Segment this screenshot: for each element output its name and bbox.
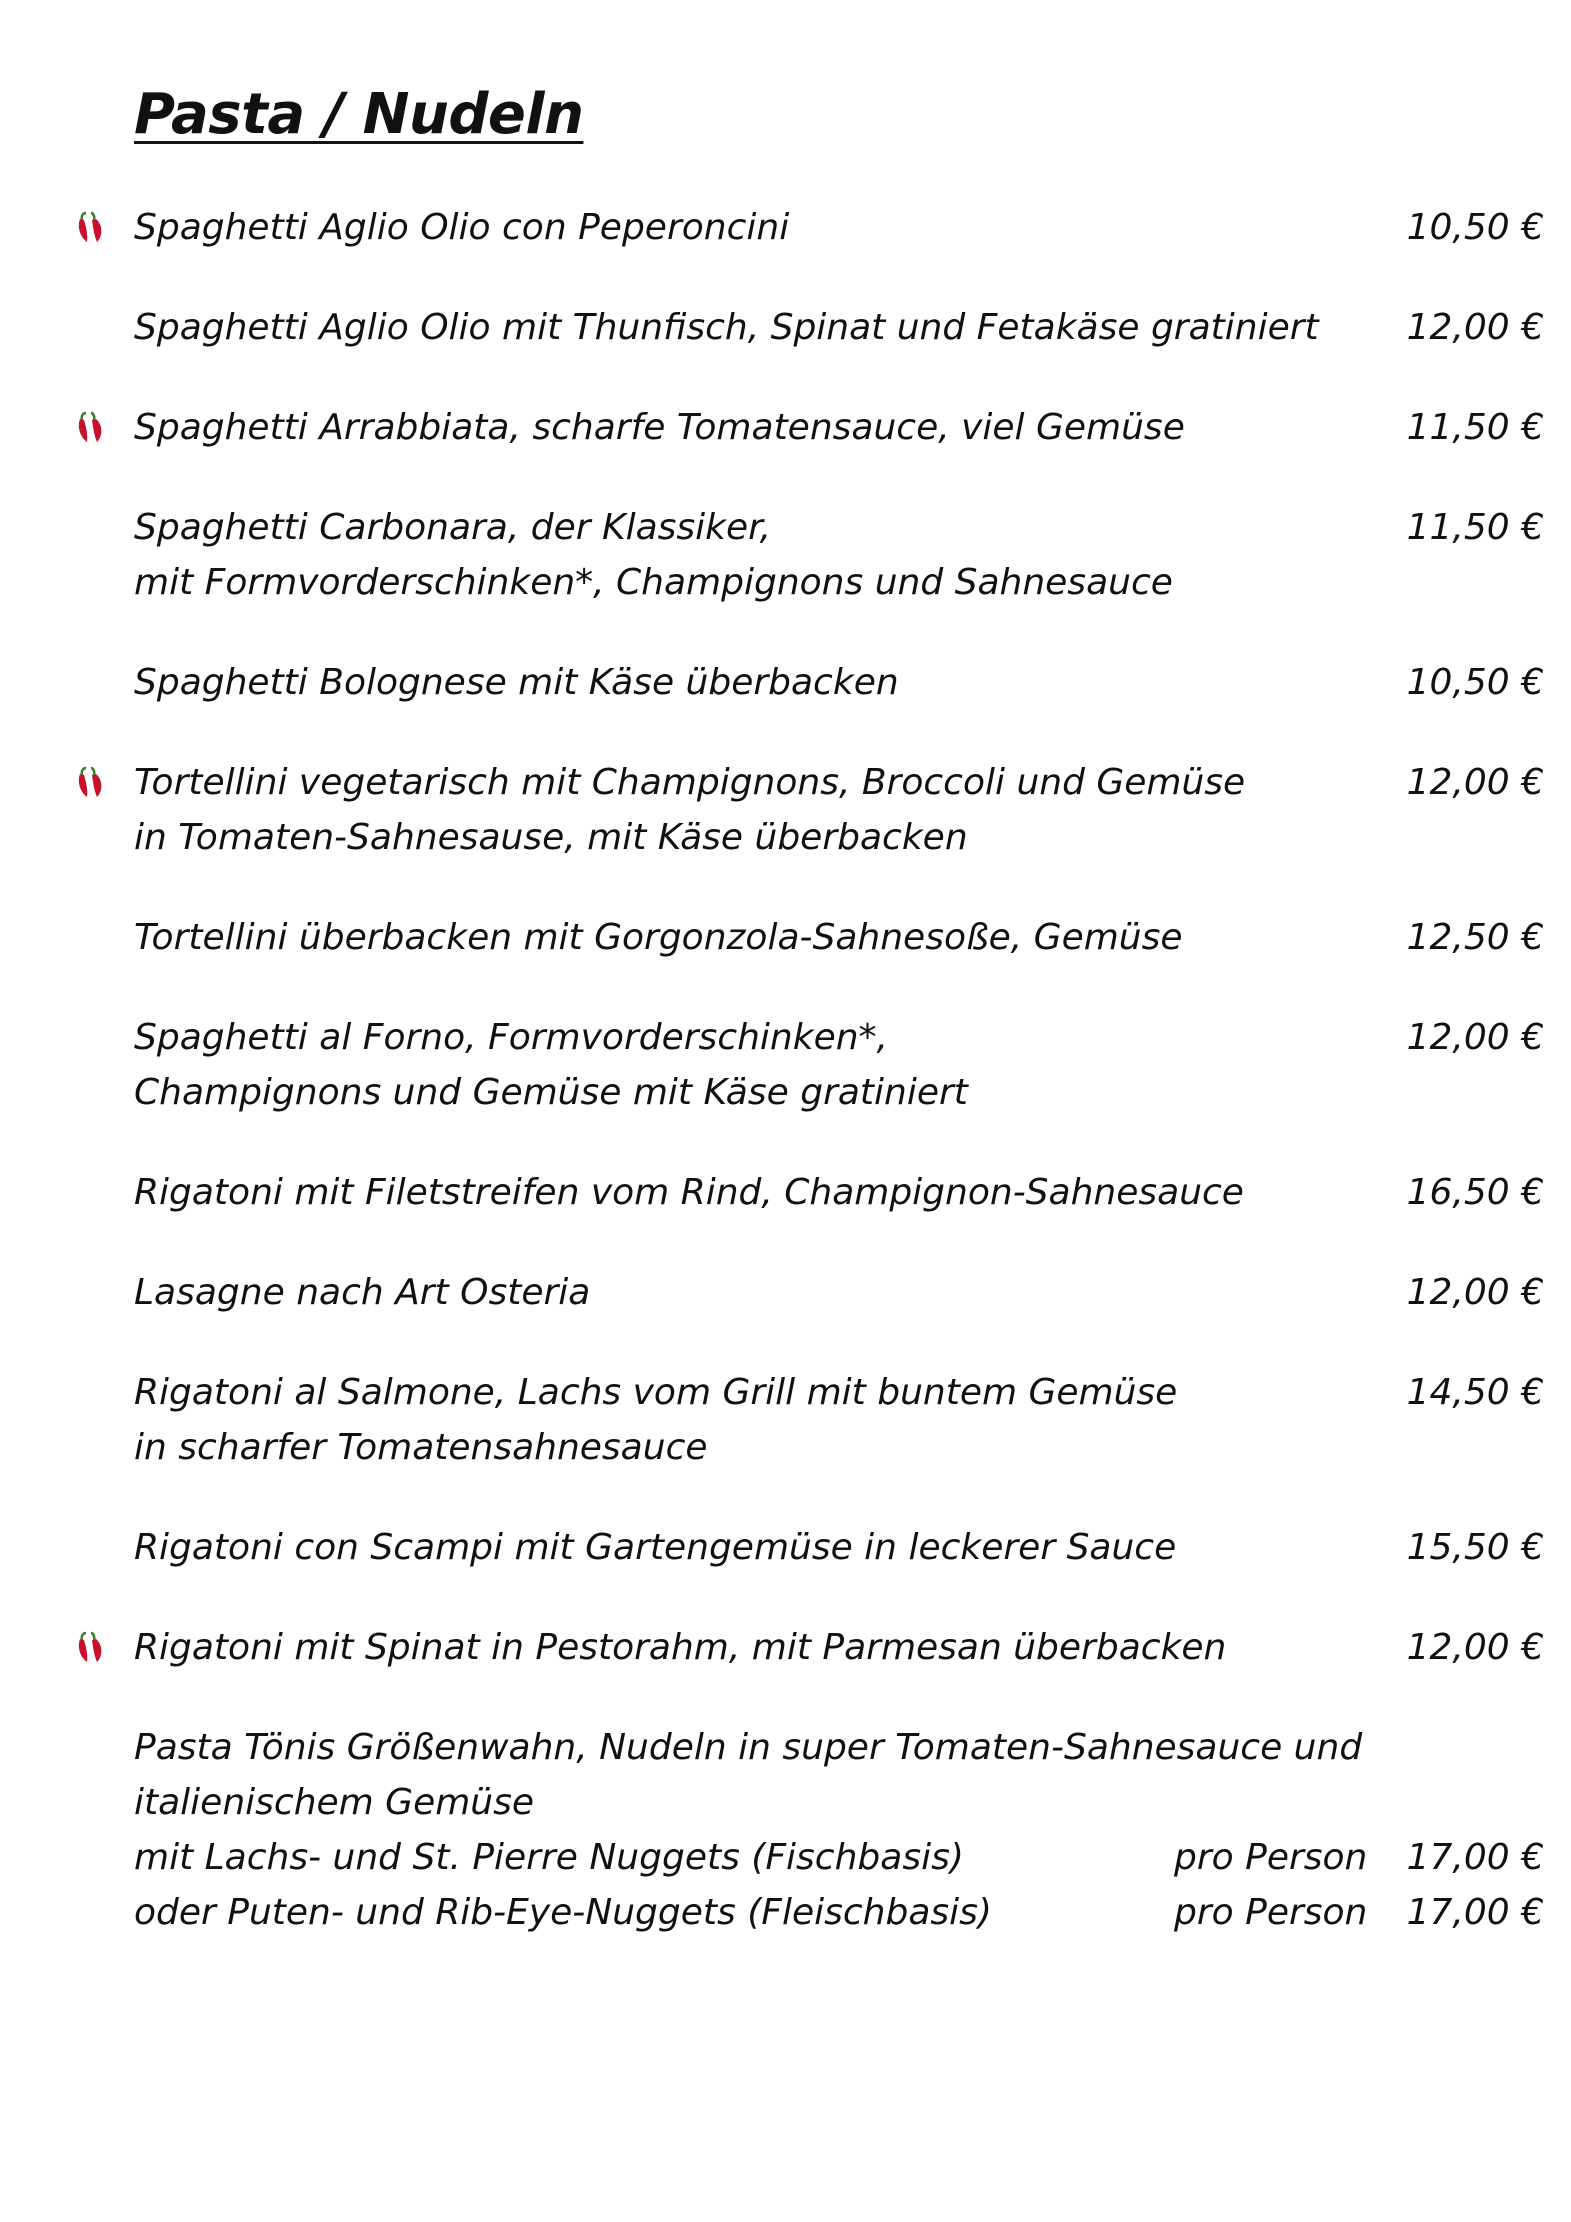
- special-variant-description: mit Lachs- und St. Pierre Nuggets (Fischbasis): [134, 1837, 964, 1878]
- menu-item-price: 12,00 €: [1406, 307, 1544, 348]
- special-item-description: Pasta Tönis Größenwahn, Nudeln in super Tomaten-Sahnesauce und: [134, 1727, 1363, 1768]
- menu-item-description: in scharfer Tomatensahnesauce: [134, 1427, 708, 1468]
- special-variant-unit: pro Person: [1174, 1892, 1368, 1933]
- menu-item: [134, 1620, 1544, 1675]
- menu-item: [134, 400, 1544, 455]
- menu-item-price: 16,50 €: [1406, 1172, 1544, 1213]
- menu-item-description: Rigatoni mit Filetstreifen vom Rind, Champignon-Sahnesauce: [134, 1172, 1244, 1213]
- menu-item-price: 15,50 €: [1406, 1527, 1544, 1568]
- menu-item-description: Lasagne nach Art Osteria: [134, 1272, 591, 1313]
- menu-item: [134, 1265, 1544, 1320]
- menu-item-price: 12,00 €: [1406, 1272, 1544, 1313]
- page-title: Pasta / Nudeln: [134, 82, 584, 147]
- menu-item-price: 12,50 €: [1406, 917, 1544, 958]
- special-item-description: italienischem Gemüse: [134, 1782, 535, 1823]
- menu-item-price: 11,50 €: [1406, 407, 1544, 448]
- special-variant-price: 17,00 €: [1406, 1892, 1544, 1933]
- menu-item-price: 12,00 €: [1406, 1017, 1544, 1058]
- menu-item: [134, 1520, 1544, 1575]
- chili-pepper-icon: [72, 765, 108, 801]
- chili-pepper-icon: [72, 410, 108, 446]
- chili-pepper-icon: [72, 210, 108, 246]
- menu-item: [134, 300, 1544, 355]
- menu-item: [134, 755, 1544, 865]
- special-variant-unit: pro Person: [1174, 1837, 1368, 1878]
- special-variant-description: oder Puten- und Rib-Eye-Nuggets (Fleischbasis): [134, 1892, 992, 1933]
- menu-item-description: Rigatoni con Scampi mit Gartengemüse in leckerer Sauce: [134, 1527, 1177, 1568]
- menu-item: [134, 1010, 1544, 1120]
- menu-item-description: Spaghetti Aglio Olio con Peperoncini: [134, 207, 790, 248]
- menu-item-description: Rigatoni mit Spinat in Pestorahm, mit Parmesan überbacken: [134, 1627, 1227, 1668]
- menu-item-description: Spaghetti al Forno, Formvorderschinken*,: [134, 1017, 888, 1058]
- menu-item-description: Rigatoni al Salmone, Lachs vom Grill mit buntem Gemüse: [134, 1372, 1178, 1413]
- menu-item: [134, 910, 1544, 965]
- menu-item-description: mit Formvorderschinken*, Champignons und Sahnesauce: [134, 562, 1173, 603]
- menu-item: [134, 200, 1544, 255]
- special-variant-price: 17,00 €: [1406, 1837, 1544, 1878]
- menu-item-price: 12,00 €: [1406, 762, 1544, 803]
- menu-item-description: Champignons und Gemüse mit Käse gratiniert: [134, 1072, 968, 1113]
- menu-item: [134, 1365, 1544, 1475]
- menu-item-description: Spaghetti Arrabbiata, scharfe Tomatensauce, viel Gemüse: [134, 407, 1185, 448]
- menu-item-description: Spaghetti Carbonara, der Klassiker,: [134, 507, 772, 548]
- special-menu-item: [134, 1720, 1544, 1940]
- menu-item-price: 10,50 €: [1406, 207, 1544, 248]
- menu-item-price: 11,50 €: [1406, 507, 1544, 548]
- menu-item-description: Spaghetti Bolognese mit Käse überbacken: [134, 662, 899, 703]
- chili-pepper-icon: [72, 1630, 108, 1666]
- menu-item-price: 10,50 €: [1406, 662, 1544, 703]
- menu-item-price: 14,50 €: [1406, 1372, 1544, 1413]
- menu-item-description: in Tomaten-Sahnesause, mit Käse überbacken: [134, 817, 968, 858]
- menu-item-description: Tortellini vegetarisch mit Champignons, Broccoli und Gemüse: [134, 762, 1246, 803]
- menu-item-description: Tortellini überbacken mit Gorgonzola-Sahnesoße, Gemüse: [134, 917, 1183, 958]
- menu-item: [134, 655, 1544, 710]
- menu-item: [134, 500, 1544, 610]
- menu-item: [134, 1165, 1544, 1220]
- menu-item-description: Spaghetti Aglio Olio mit Thunfisch, Spinat und Fetakäse gratiniert: [134, 307, 1319, 348]
- menu-item-price: 12,00 €: [1406, 1627, 1544, 1668]
